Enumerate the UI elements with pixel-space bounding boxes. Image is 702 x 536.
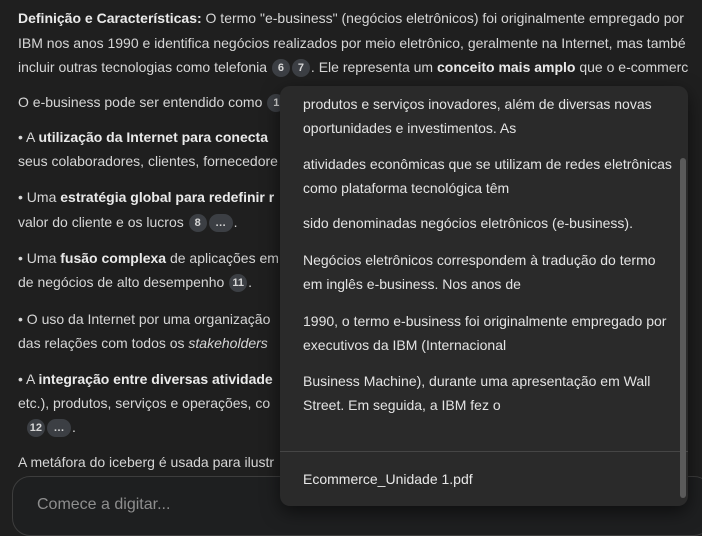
response-line <box>18 309 270 329</box>
popup-divider <box>280 451 688 452</box>
response-line <box>18 187 274 207</box>
text-segment: de aplicações em <box>166 250 279 266</box>
response-line <box>18 452 274 472</box>
text-segment: incluir outras tecnologias como telefonia <box>18 59 271 75</box>
text-segment: seus colaboradores, clientes, fornecedore <box>18 153 278 169</box>
citation-paragraph: sido denominadas negócios eletrônicos (e-business). <box>303 215 633 231</box>
citation-more-chip[interactable]: … <box>209 214 233 232</box>
response-line <box>18 272 252 292</box>
response-line <box>18 393 270 413</box>
text-segment: O termo "e-business" (negócios eletrônicos) foi originalmente empregado por <box>201 10 684 26</box>
citation-paragraph: produtos e serviços inovadores, além de diversas novas oportunidades e investimentos. As <box>303 96 652 136</box>
citation-chip[interactable]: 12 <box>27 419 45 437</box>
popup-scrollbar[interactable] <box>680 158 686 498</box>
response-line <box>18 57 688 77</box>
text-segment: das relações com todos os <box>18 335 189 351</box>
citation-more-chip[interactable]: … <box>47 419 71 437</box>
citation-paragraph: atividades econômicas que se utilizam de redes eletrônicas como plataforma tecnológica têm <box>303 156 672 196</box>
bold-text: fusão complexa <box>60 250 167 266</box>
text-segment: valor do cliente e os lucros <box>18 214 188 230</box>
response-line <box>18 151 278 171</box>
response-line <box>18 212 238 232</box>
bold-text: conceito mais amplo <box>436 59 576 75</box>
text-segment: A metáfora do iceberg é usada para ilustr <box>18 454 275 470</box>
text-segment: • O uso da Internet por uma organização <box>18 311 271 327</box>
response-line <box>18 92 286 112</box>
text-segment: IBM nos anos 1990 e identifica negócios realizados por meio eletrônico, geralmente na Internet, mas també <box>18 35 686 51</box>
citation-paragraph: Business Machine), durante uma apresentação em Wall Street. Em seguida, a IBM fez o <box>303 373 651 413</box>
text-segment: • Uma <box>18 250 61 266</box>
bold-text: estratégia global para redefinir r <box>60 189 275 205</box>
citation-paragraph: Negócios eletrônicos correspondem à tradução do termo em inglês e-business. Nos anos de <box>303 252 656 292</box>
text-segment: . <box>72 419 76 435</box>
citation-chip[interactable]: 8 <box>189 214 207 232</box>
text-segment: • A <box>18 371 39 387</box>
response-line <box>18 248 279 268</box>
bold-text: utilização da Internet para conecta <box>38 129 268 145</box>
bold-text: Definição e Características: <box>18 10 202 26</box>
citation-chip[interactable]: 1 <box>267 94 285 112</box>
response-line <box>18 333 268 353</box>
text-segment: . <box>233 214 238 230</box>
bold-text: integração entre diversas atividade <box>38 371 273 387</box>
text-segment: etc.), produtos, serviços e operações, co <box>18 395 271 411</box>
response-line <box>18 369 273 389</box>
response-line <box>18 417 76 437</box>
citation-chip[interactable]: 6 <box>272 59 290 77</box>
text-segment: • Uma <box>18 189 61 205</box>
citation-paragraph: 1990, o termo e-business foi originalmente empregado por executivos da IBM (Internacional <box>303 313 667 353</box>
citation-chip[interactable]: 11 <box>229 274 247 292</box>
text-segment: O e-business pode ser entendido como <box>18 94 267 110</box>
citation-popup <box>280 86 688 506</box>
response-line <box>18 8 684 28</box>
text-segment <box>18 419 26 435</box>
italic-text: stakeholders <box>188 335 268 351</box>
text-segment: . Ele representa um <box>310 59 437 75</box>
citation-chip[interactable]: 7 <box>292 59 310 77</box>
response-line <box>18 127 268 147</box>
citation-source-link[interactable]: Ecommerce_Unidade 1.pdf <box>303 471 473 487</box>
text-segment: • A <box>18 129 39 145</box>
text-segment: . <box>248 274 253 290</box>
response-line <box>18 33 686 53</box>
text-segment: de negócios de alto desempenho <box>18 274 229 290</box>
text-segment: que o e-commerc <box>575 59 689 75</box>
